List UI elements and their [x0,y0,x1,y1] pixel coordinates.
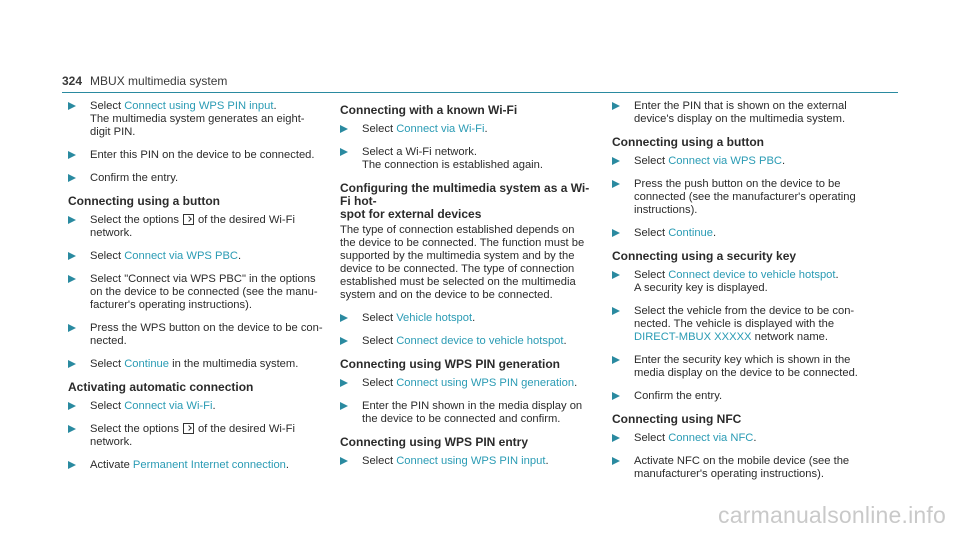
step-text: digit PIN. [90,126,136,138]
step-text: . [782,155,786,167]
section-heading: Connecting using NFC [612,412,742,426]
section-heading: Connecting using a button [612,135,764,149]
step-text: Confirm the entry. [90,172,179,184]
header-rule [62,92,898,93]
step [340,400,598,426]
step-text: Select [634,269,669,281]
step-text: Enter the PIN that is shown on the external [634,100,847,112]
menu-item-link: Connect via Wi-Fi [124,400,213,412]
step [340,455,598,468]
step-text: Select [90,100,125,112]
step-text: Press the WPS button on the device to be con- [90,322,323,334]
step-arrow-icon [612,434,620,442]
step-text: . [545,455,549,467]
heading-line: spot for external devices [340,207,482,221]
step-text: . [563,335,567,347]
step [340,312,598,325]
description-line: the device to be connected. The function must be [340,237,585,249]
step-text: facturer's operating instructions). [90,299,252,311]
step-text: instructions). [634,204,698,216]
options-chevron-icon [183,214,194,225]
step-arrow-icon [68,174,76,182]
menu-item-link: Continue [124,358,169,370]
step [340,146,598,172]
step-arrow-icon [612,157,620,165]
page-title: MBUX multimedia system [90,74,228,88]
step [612,227,892,240]
step-text: . [472,312,476,324]
menu-item-link: Connect via WPS PBC [668,155,782,167]
step-arrow-icon [68,461,76,469]
step [340,377,598,390]
step-text: . [285,459,290,471]
page-header [62,74,227,88]
step-text: Enter this PIN on the device to be connected. [90,149,315,161]
step-text: Enter the PIN shown in the media display on [362,400,583,412]
step-text: Select a Wi-Fi network. [362,146,478,158]
step-arrow-icon [340,379,348,387]
step-arrow-icon [612,392,620,400]
step-arrow-icon [68,324,76,332]
step-text: Select [90,250,125,262]
step-text: . [574,377,578,389]
step-text: network. [90,436,133,448]
step [68,273,324,312]
step [68,423,324,449]
step [612,455,892,481]
step-arrow-icon [68,360,76,368]
step-text: Select [634,155,669,167]
step [68,250,324,263]
step-text: connected (see the manufacturer's operating [634,191,856,203]
step-arrow-icon [612,271,620,279]
step [612,305,892,344]
step-text: Press the push button on the device to be [634,178,841,190]
step [612,155,892,168]
step-arrow-icon [612,180,620,188]
menu-item-link: Continue [668,227,713,239]
step-text: device's display on the multimedia system. [634,113,846,125]
step-text: Select [634,432,669,444]
step-arrow-icon [68,102,76,110]
step-arrow-icon [612,229,620,237]
step-text: Select "Connect via WPS PBC" in the options [90,273,316,285]
menu-item-link: Connect via NFC [668,432,754,444]
step-arrow-icon [68,275,76,283]
step [68,149,324,162]
step [612,178,892,217]
step [612,100,892,126]
step [68,172,324,185]
menu-item-link: Connect device to vehicle hotspot [396,335,564,347]
step [68,100,324,139]
step-text: network. [90,227,133,239]
step [612,269,892,295]
step [68,459,324,472]
watermark: carmanualsonline.info [718,502,946,528]
step [340,123,598,136]
description-line: The type of connection established depends on [340,224,575,236]
step-arrow-icon [612,356,620,364]
step-text: . [238,250,242,262]
step-text: manufacturer's operating instructions). [634,468,824,480]
step-arrow-icon [340,314,348,322]
step-arrow-icon [68,402,76,410]
step-text: Confirm the entry. [634,390,723,402]
step-arrow-icon [68,216,76,224]
description [340,224,598,302]
step-text: Select [362,455,397,467]
step-text: Select [634,227,669,239]
section-heading: Connecting with a known Wi-Fi [340,103,518,117]
menu-item-link: Connect device to vehicle hotspot [668,269,836,281]
step-text: Select [362,312,397,324]
step-arrow-icon [612,102,620,110]
step-text: the device to be connected and confirm. [362,413,561,425]
step-arrow-icon [340,148,348,156]
step-arrow-icon [340,125,348,133]
step-text: Select the options [90,214,179,226]
step-text: . [212,400,216,412]
menu-item-link: Permanent Internet connection [132,459,286,471]
menu-item-link: Connect using WPS PIN generation [396,377,575,389]
step-text: . [753,432,757,444]
column-2 [340,100,598,478]
step-text: of the desired Wi-Fi [197,214,295,226]
section-heading: Connecting using WPS PIN entry [340,435,529,449]
menu-item-link: Connect via WPS PBC [124,250,238,262]
step-arrow-icon [68,252,76,260]
step-arrow-icon [340,337,348,345]
section-heading: Connecting using a security key [612,249,797,263]
step [68,358,324,371]
step-text: Enter the security key which is shown in the [634,354,851,366]
step-text: . [835,269,839,281]
menu-item-link: Connect using WPS PIN input [396,455,546,467]
step [68,400,324,413]
description-line: supported by the multimedia system and by the [340,250,575,262]
step-text: Select [362,123,397,135]
step-arrow-icon [340,402,348,410]
step-text: The multimedia system generates an eight- [90,113,305,125]
step-text: . [713,227,717,239]
step-text: A security key is displayed. [634,282,768,294]
step-text: Select [362,335,397,347]
step-text: on the device to be connected (see the manu- [90,286,318,298]
heading-line: Configuring the multimedia system as a Wi-Fi hot- [340,181,590,208]
step [68,322,324,348]
description-line: established must be selected on the multimedia [340,276,576,288]
step-arrow-icon [612,457,620,465]
step-text: nected. [90,335,127,347]
step [612,432,892,445]
section-heading: Connecting using a button [68,194,220,208]
page-number: 324 [62,74,83,88]
menu-item-link: Vehicle hotspot [396,312,473,324]
description-line: device to be connected. The type of connection [340,263,575,275]
step-text: network name. [751,331,828,343]
step [612,354,892,380]
section-heading [340,182,598,221]
step-text: Activate NFC on the mobile device (see the [634,455,850,467]
step-text: Select the vehicle from the device to be con- [634,305,855,317]
step-text: nected. The vehicle is displayed with the [634,318,835,330]
menu-item-link: Connect via Wi-Fi [396,123,485,135]
network-name: DIRECT-MBUX XXXXX [634,331,752,343]
step-arrow-icon [340,457,348,465]
step-arrow-icon [612,307,620,315]
step [68,214,324,240]
step-arrow-icon [68,151,76,159]
step-text: in the multimedia system. [169,358,299,370]
step-text: . [273,100,277,112]
step-text: media display on the device to be connected. [634,367,858,379]
options-chevron-icon [183,423,194,434]
step [340,335,598,348]
menu-item-link: Connect using WPS PIN input [124,100,274,112]
step-arrow-icon [68,425,76,433]
step-text: Select the options [90,423,179,435]
step [612,390,892,403]
description-line: system and on the device to be connected. [340,289,553,301]
step-text: Select [362,377,397,389]
column-1 [68,100,324,482]
section-heading: Activating automatic connection [68,380,254,394]
step-text: The connection is established again. [362,159,543,171]
step-text: Activate [90,459,133,471]
step-text: of the desired Wi-Fi [197,423,295,435]
step-text: Select [90,400,125,412]
column-3 [612,100,892,491]
step-text: Select [90,358,125,370]
step-text: . [484,123,488,135]
section-heading: Connecting using WPS PIN generation [340,357,561,371]
